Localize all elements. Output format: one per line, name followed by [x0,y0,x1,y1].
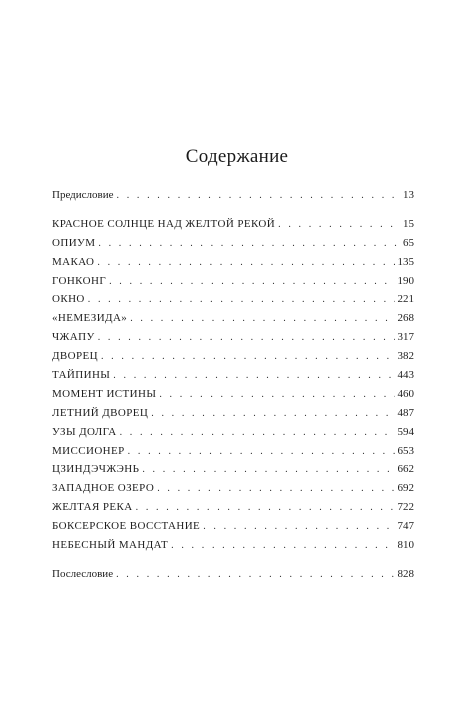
toc-entry[interactable] [52,404,414,423]
toc-entry-page: 317 [397,331,414,344]
toc-entry[interactable] [52,309,414,328]
toc-entry-label: ДВОРЕЦ [52,350,98,363]
toc-entry-page: 594 [397,425,414,438]
toc-entry-page: 15 [403,217,414,230]
toc-entry-page: 747 [397,520,414,533]
toc-entry-label: ТАЙПИНЫ [52,369,111,382]
toc-entry[interactable] [52,234,414,253]
dot-leader [113,367,394,386]
dot-leader [142,461,394,480]
toc-entry-page: 460 [397,387,414,400]
toc-entry[interactable] [52,328,414,347]
dot-leader [101,348,395,367]
toc-entry[interactable] [52,460,414,479]
toc-entry[interactable] [52,498,414,517]
dot-leader [157,480,394,499]
dot-leader [98,235,400,254]
toc-entry-page: 135 [397,255,414,268]
toc-entry[interactable] [52,347,414,366]
toc-entry-label: ОПИУМ [52,236,96,249]
dot-leader [203,518,394,537]
toc-entry-label: ЧЖАПУ [52,331,95,344]
toc-entry-label: ЛЕТНИЙ ДВОРЕЦ [52,406,149,419]
toc-entry-label: КРАСНОЕ СОЛНЦЕ НАД ЖЕЛТОЙ РЕКОЙ [52,217,276,230]
toc-entry-page: 810 [397,539,414,552]
toc-entry-page: 692 [397,482,414,495]
toc-entry[interactable] [52,385,414,404]
toc-entry-label: ОКНО [52,293,85,306]
table-of-contents [52,186,414,584]
dot-leader [130,310,394,329]
toc-entry-label: МОМЕНТ ИСТИНЫ [52,387,157,400]
toc-entry[interactable] [52,536,414,555]
toc-entry-label: НЕБЕСНЫЙ МАНДАТ [52,539,169,552]
toc-entry[interactable] [52,290,414,309]
page-title: Содержание [185,146,289,167]
toc-entry-label: ЗАПАДНОЕ ОЗЕРО [52,482,155,495]
dot-leader [151,405,394,424]
toc-entry[interactable] [52,366,414,385]
dot-leader [109,273,394,292]
spacer [52,205,414,215]
toc-entry-page: 382 [397,350,414,363]
toc-entry[interactable] [52,442,414,461]
toc-entry-label: МАКАО [52,255,95,268]
toc-entry[interactable] [52,253,414,272]
toc-entry[interactable] [52,272,414,291]
toc-entry-label: Послесловие [52,567,114,580]
dot-leader [98,329,395,348]
toc-entry-page: 722 [397,501,414,514]
toc-entry-page: 487 [397,406,414,419]
toc-entry[interactable] [52,479,414,498]
spacer [52,555,414,565]
toc-entry-page: 13 [403,189,414,201]
dot-leader [128,443,395,462]
toc-entry-page: 443 [397,369,414,382]
toc-entry-intro[interactable] [52,186,414,205]
toc-entry-label: УЗЫ ДОЛГА [52,425,117,438]
toc-entry-outro[interactable] [52,565,414,584]
toc-entry-label: Предисловие [52,189,114,201]
toc-entry[interactable] [52,423,414,442]
toc-entry-label: МИССИОНЕР [52,444,125,457]
toc-entry-label: ЖЕЛТАЯ РЕКА [52,501,133,514]
dot-leader [117,187,401,206]
toc-entry-page: 268 [397,312,414,325]
dot-leader [136,499,395,518]
toc-entry-page: 190 [397,274,414,287]
dot-leader [116,566,394,585]
dot-leader [88,291,395,310]
toc-entry-label: ГОНКОНГ [52,274,107,287]
toc-entry-page: 221 [397,293,414,306]
toc-entry[interactable] [52,517,414,536]
toc-entry-page: 65 [403,236,414,249]
toc-entry-label: «НЕМЕЗИДА» [52,312,128,325]
dot-leader [159,386,394,405]
dot-leader [171,537,394,556]
toc-entry-label: ЦЗИНДЭЧЖЭНЬ [52,463,140,476]
dot-leader [278,216,400,235]
toc-entry-label: БОКСЕРСКОЕ ВОССТАНИЕ [52,520,201,533]
toc-entry-page: 662 [397,463,414,476]
toc-entry-page: 828 [397,567,414,580]
dot-leader [120,424,395,443]
toc-entry[interactable] [52,215,414,234]
toc-entry-page: 653 [397,444,414,457]
dot-leader [97,254,394,273]
